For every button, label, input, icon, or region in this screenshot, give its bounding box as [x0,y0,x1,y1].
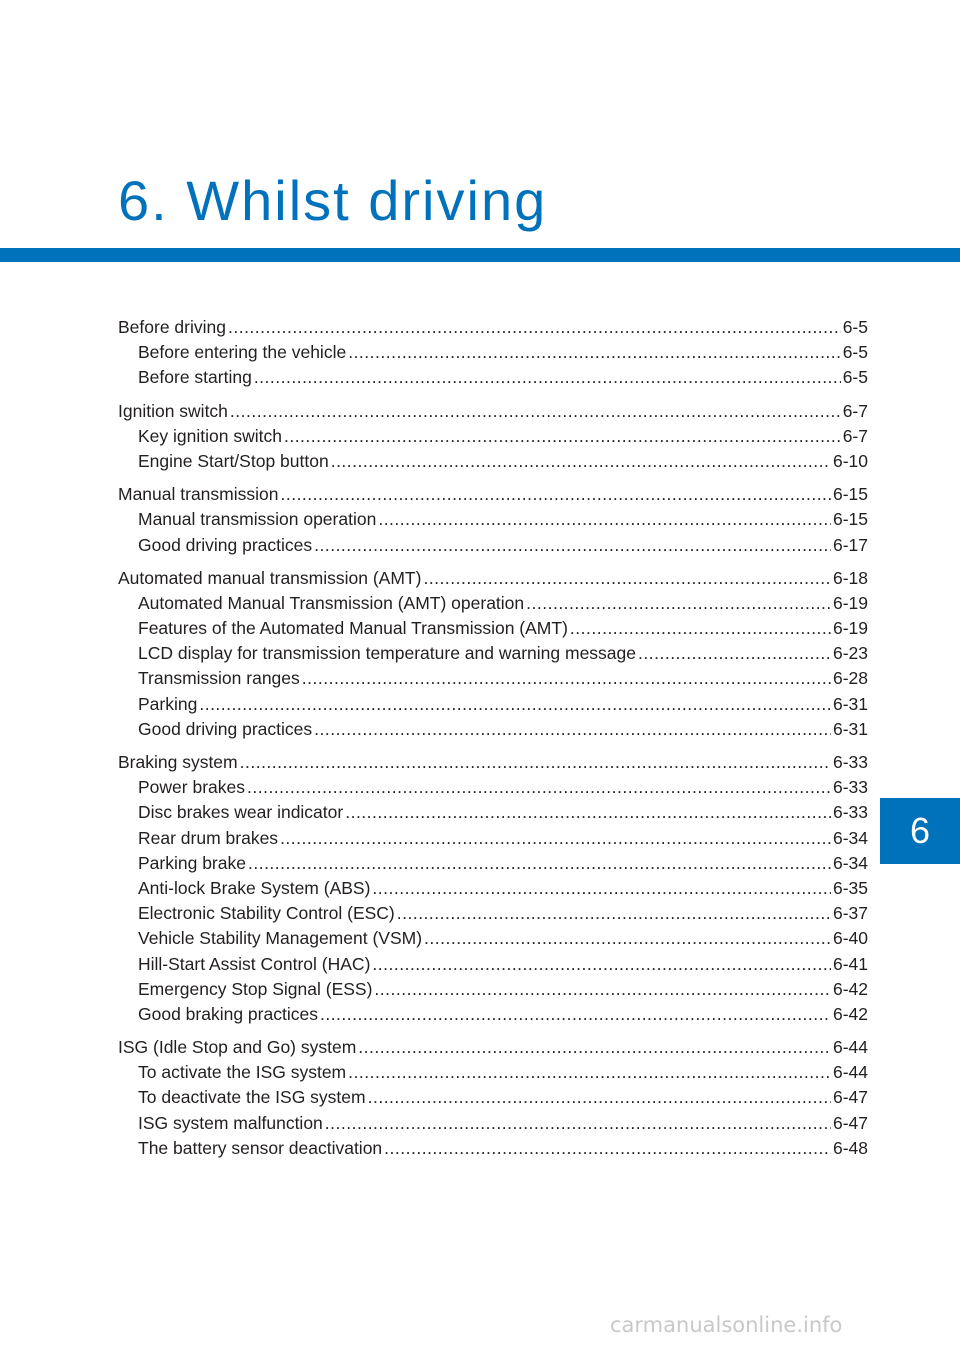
dot-leader [348,340,841,365]
dot-leader [638,641,831,666]
toc-section [118,399,868,475]
toc-page-number: 6-44 [832,1037,868,1058]
toc-page-number: 6-44 [832,1062,868,1083]
toc-page-number: 6-5 [842,367,868,388]
toc-subentry[interactable] [118,851,868,876]
dot-leader [368,1085,831,1110]
dot-leader [248,851,831,876]
toc-page-number: 6-5 [842,317,868,337]
toc-entry-title: Manual transmission [118,484,279,505]
toc-page-number: 6-42 [832,978,868,999]
toc-subentry[interactable] [118,800,868,825]
toc-subentry[interactable] [118,340,868,365]
toc-entry-title: Vehicle Stability Management (VSM) [138,928,423,949]
toc-entry-title: Before entering the vehicle [138,342,347,363]
toc-subentry[interactable] [118,717,868,742]
dot-leader [423,566,831,591]
toc-subentry[interactable] [118,616,868,641]
toc-page-number: 6-15 [832,484,868,505]
toc-page-number: 6-7 [842,425,868,446]
dot-leader [358,1035,831,1060]
dot-leader [374,977,831,1002]
toc-page-number: 6-34 [832,852,868,873]
dot-leader [240,750,831,775]
toc-entry-title: Automated manual transmission (AMT) [118,567,422,588]
dot-leader [302,666,831,691]
table-of-contents [118,315,868,1169]
toc-entry-title: Good driving practices [138,534,313,555]
toc-subentry[interactable] [118,977,868,1002]
watermark: carmanualsonline.info [610,1313,843,1337]
toc-page-number: 6-7 [842,400,868,421]
dot-leader [384,1136,831,1161]
toc-subentry[interactable] [118,424,868,449]
toc-entry-title: Features of the Automated Manual Transmission (AMT) [138,618,568,639]
dot-leader [372,952,831,977]
toc-subentry[interactable] [118,591,868,616]
toc-page-number: 6-41 [832,953,868,974]
toc-subentry[interactable] [118,1136,868,1161]
dot-leader [247,775,831,800]
toc-page-number: 6-5 [842,342,868,363]
toc-page-number: 6-18 [832,567,868,588]
toc-subentry[interactable] [118,952,868,977]
dot-leader [230,399,841,424]
toc-page-number: 6-37 [832,903,868,924]
toc-entry-title: Automated Manual Transmission (AMT) operation [138,592,525,613]
toc-page-number: 6-17 [832,534,868,555]
toc-page-number: 6-33 [832,802,868,823]
toc-page-number: 6-48 [832,1137,868,1158]
toc-page-number: 6-19 [832,618,868,639]
toc-entry-title: Emergency Stop Signal (ESS) [138,978,373,999]
dot-leader [424,926,831,951]
dot-leader [314,533,831,558]
dot-leader [280,826,831,851]
toc-entry[interactable] [118,750,868,775]
toc-entry-title: Manual transmission operation [138,509,377,530]
toc-entry-title: LCD display for transmission temperature and warning message [138,643,637,664]
toc-entry-title: Parking [138,693,198,714]
toc-entry[interactable] [118,482,868,507]
toc-entry[interactable] [118,1035,868,1060]
toc-entry-title: Parking brake [138,852,246,873]
toc-entry-title: ISG (Idle Stop and Go) system [118,1037,357,1058]
dot-leader [397,901,831,926]
toc-entry-title: Braking system [118,752,238,772]
toc-page-number: 6-33 [832,777,868,798]
toc-entry-title: Hill-Start Assist Control (HAC) [138,953,371,974]
toc-page-number: 6-34 [832,827,868,848]
toc-page-number: 6-47 [832,1087,868,1108]
toc-entry-title: Before starting [138,367,252,388]
toc-entry-title: The battery sensor deactivation [138,1137,383,1158]
toc-entry[interactable] [118,399,868,424]
dot-leader [254,365,841,390]
toc-subentry[interactable] [118,1002,868,1027]
dot-leader [570,616,831,641]
toc-subentry[interactable] [118,533,868,558]
toc-page-number: 6-10 [832,450,868,471]
toc-page-number: 6-19 [832,592,868,613]
toc-page-number: 6-33 [832,752,868,772]
toc-section [118,566,868,742]
dot-leader [526,591,831,616]
toc-entry-title: Power brakes [138,777,245,798]
toc-entry-title: Good driving practices [138,718,313,739]
toc-entry-title: To deactivate the ISG system [138,1087,366,1108]
dot-leader [199,692,831,717]
toc-entry-title: To activate the ISG system [138,1062,347,1083]
dot-leader [345,800,831,825]
toc-page-number: 6-15 [832,509,868,530]
toc-page-number: 6-31 [832,693,868,714]
toc-section [118,315,868,391]
toc-subentry[interactable] [118,1060,868,1085]
toc-page-number: 6-31 [832,718,868,739]
toc-subentry[interactable] [118,775,868,800]
dot-leader [372,876,831,901]
toc-subentry[interactable] [118,1085,868,1110]
toc-subentry[interactable] [118,666,868,691]
toc-entry-title: Ignition switch [118,400,228,421]
toc-page-number: 6-35 [832,877,868,898]
toc-subentry[interactable] [118,449,868,474]
toc-page-number: 6-42 [832,1003,868,1024]
dot-leader [284,424,841,449]
title-rule [0,248,960,262]
dot-leader [378,507,831,532]
toc-entry-title: Anti-lock Brake System (ABS) [138,877,371,898]
toc-page-number: 6-47 [832,1112,868,1133]
toc-subentry[interactable] [118,901,868,926]
toc-page-number: 6-40 [832,928,868,949]
toc-entry-title: Engine Start/Stop button [138,450,329,471]
dot-leader [325,1111,831,1136]
toc-entry-title: Good braking practices [138,1003,318,1024]
toc-subentry[interactable] [118,365,868,390]
chapter-tab-label: 6 [909,810,931,851]
toc-entry-title: ISG system malfunction [138,1112,323,1133]
toc-subentry[interactable] [118,826,868,851]
toc-section [118,750,868,1027]
toc-entry-title: Key ignition switch [138,425,282,446]
toc-subentry[interactable] [118,876,868,901]
toc-subentry[interactable] [118,1111,868,1136]
toc-subentry[interactable] [118,926,868,951]
toc-section [118,482,868,558]
toc-page-number: 6-23 [832,643,868,664]
dot-leader [228,315,841,340]
toc-entry[interactable] [118,315,868,340]
dot-leader [331,449,831,474]
dot-leader [314,717,831,742]
toc-entry-title: Before driving [118,317,226,337]
toc-subentry[interactable] [118,692,868,717]
toc-entry-title: Rear drum brakes [138,827,279,848]
toc-section [118,1035,868,1161]
toc-subentry[interactable] [118,641,868,666]
toc-subentry[interactable] [118,507,868,532]
dot-leader [280,482,830,507]
toc-entry-title: Transmission ranges [138,668,300,689]
dot-leader [348,1060,831,1085]
chapter-tab[interactable] [880,798,960,864]
toc-entry-title: Electronic Stability Control (ESC) [138,903,395,924]
dot-leader [320,1002,831,1027]
toc-entry-title: Disc brakes wear indicator [138,802,344,823]
toc-entry[interactable] [118,566,868,591]
chapter-title: 6. Whilst driving [118,169,548,232]
toc-page-number: 6-28 [832,668,868,689]
